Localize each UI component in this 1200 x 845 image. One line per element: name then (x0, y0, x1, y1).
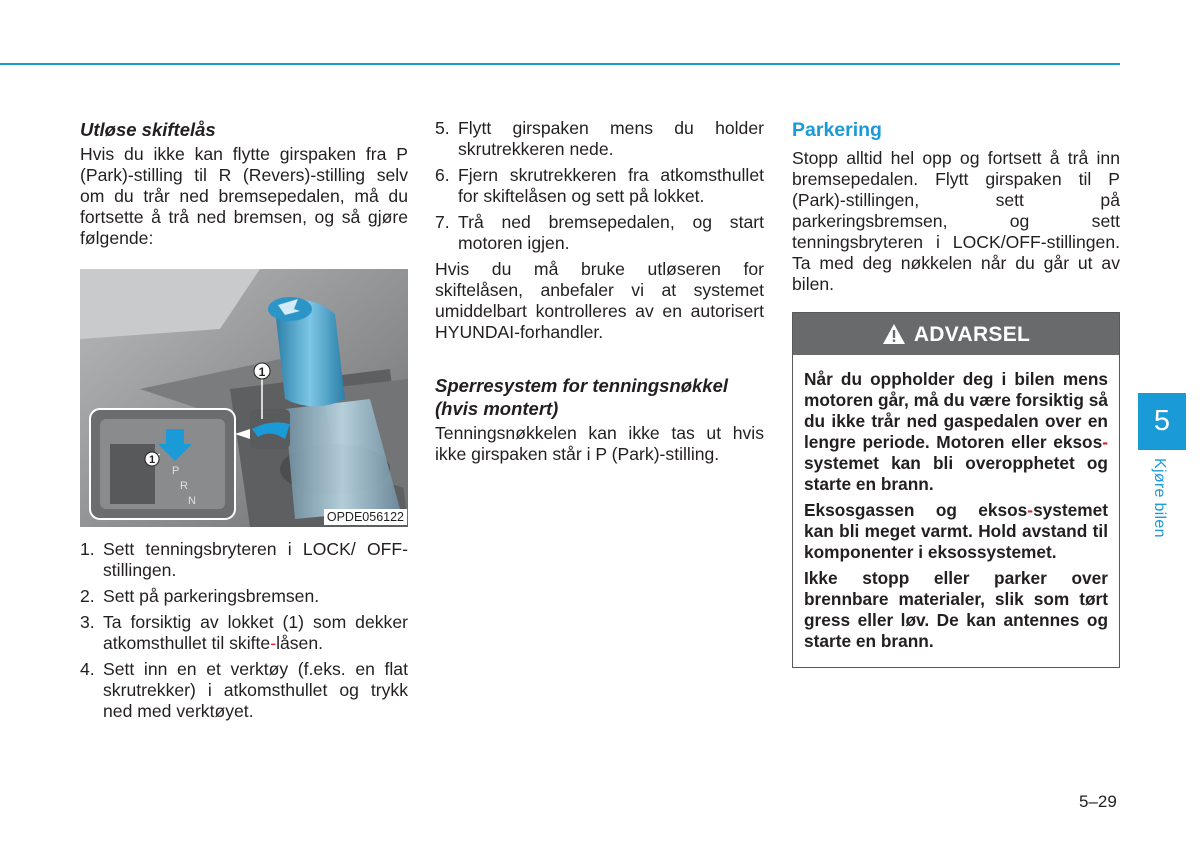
column-middle (435, 118, 764, 465)
key-interlock-paragraph: Tenningsnøkkelen kan ikke tas ut hvis ikke girspaken står i P (Park)-stilling. (435, 423, 764, 464)
step-text-continued: låsen. (276, 633, 324, 653)
warning-title: ADVARSEL (913, 322, 1031, 346)
step-number: 7. (435, 212, 450, 232)
step-text: Sett på parkeringsbremsen. (103, 586, 320, 606)
column-right (792, 118, 1120, 668)
warning-paragraph: Ikke stopp eller parker over brennbare materialer, slik som tørt gress eller løv. De kan antennes og starte en brann. (804, 568, 1108, 651)
step-text: Ta forsiktig av lokket (1) som dekker atkomsthullet til skifte (103, 612, 408, 653)
intro-paragraph: Hvis du ikke kan flytte girspaken fra P (Park)-stilling til R (Revers)-stilling selv om du trår ned bremsepedalen, må du fortsette å trå ned bremsen, og så gjøre følgende: (80, 144, 408, 248)
step-number: 4. (80, 659, 95, 679)
step-text: Flytt girspaken mens du holder skrutrekkeren nede. (458, 118, 764, 159)
warning-paragraph (804, 369, 1108, 495)
list-item (435, 165, 764, 207)
svg-text:1: 1 (148, 454, 156, 466)
step-text: Trå ned bremsepedalen, og start motoren igjen. (458, 212, 764, 253)
warning-text: Når du oppholder deg i bilen mens motoren går, må du være forsiktig så du ikke trår ned gaspedalen over en lengre periode. Motoren eller eksos (804, 369, 1108, 452)
warning-body (793, 355, 1119, 667)
chapter-number: 5 (1153, 405, 1171, 437)
section-heading-parking: Parkering (792, 119, 882, 141)
chapter-label: Kjøre bilen (1151, 458, 1168, 538)
top-rule (0, 63, 1120, 65)
step-text: Sett inn en et verktøy (f.eks. en flat skrutrekker) i atkomsthullet og trykk ned med verktøyet. (103, 659, 408, 721)
step-text: Sett tenningsbryteren i LOCK/ OFF-stillingen. (103, 539, 408, 580)
hyphen-mark: - (1102, 432, 1108, 452)
warning-paragraph (804, 500, 1108, 563)
warning-header (793, 313, 1119, 355)
warning-box (792, 312, 1120, 668)
svg-text:P: P (172, 465, 180, 477)
chapter-tab (1138, 393, 1186, 450)
figure-code: OPDE056122 (324, 509, 407, 525)
section-heading-shift-lock-release: Utløse skiftelås (80, 119, 216, 140)
steps-list-5-7 (435, 118, 764, 254)
dealer-note: Hvis du må bruke utløseren for skiftelåsen, anbefaler vi at systemet umiddelbart kontrolleres av en autorisert HYUNDAI-forhandler. (435, 259, 764, 342)
svg-text:1: 1 (258, 365, 266, 379)
list-item (80, 659, 408, 722)
step-number: 3. (80, 612, 95, 632)
list-item (435, 212, 764, 254)
hyphen-mark: - (270, 633, 277, 653)
step-number: 1. (80, 539, 95, 559)
warning-text: Eksosgassen og eksos (804, 500, 1028, 520)
step-text: Fjern skrutrekkeren fra atkomsthullet for skiftelåsen og sett på lokket. (458, 165, 764, 206)
section-heading-key-interlock: Sperresystem for tenningsnøkkel (hvis montert) (435, 375, 729, 419)
list-item (80, 586, 408, 607)
svg-text:R: R (180, 480, 188, 492)
list-item (80, 539, 408, 581)
svg-text:N: N (188, 495, 196, 507)
shift-lever-illustration (80, 269, 408, 527)
shift-lever-figure (80, 269, 408, 527)
hyphen-mark: - (1027, 500, 1034, 520)
list-item (435, 118, 764, 160)
step-number: 5. (435, 118, 450, 138)
warning-triangle-icon (882, 323, 906, 345)
step-number: 2. (80, 586, 95, 606)
column-left (80, 118, 408, 727)
list-item (80, 612, 408, 654)
page-number: 5–29 (1079, 792, 1117, 811)
step-number: 6. (435, 165, 450, 185)
steps-list-1-4 (80, 539, 408, 722)
parking-paragraph: Stopp alltid hel opp og fortsett å trå inn bremsepedalen. Flytt girspaken til P (Park)-stillingen, sett på parkeringsbremsen, og sett tenningsbryteren i LOCK/OFF-stillingen. Ta med deg nøkkelen når du går ut av bilen. (792, 148, 1120, 294)
warning-text-continued: systemet kan bli meget varmt. Hold avstand til komponenter i eksossystemet. (804, 500, 1108, 562)
warning-text-continued: systemet kan bli overopphetet og starte en brann. (804, 453, 1108, 494)
